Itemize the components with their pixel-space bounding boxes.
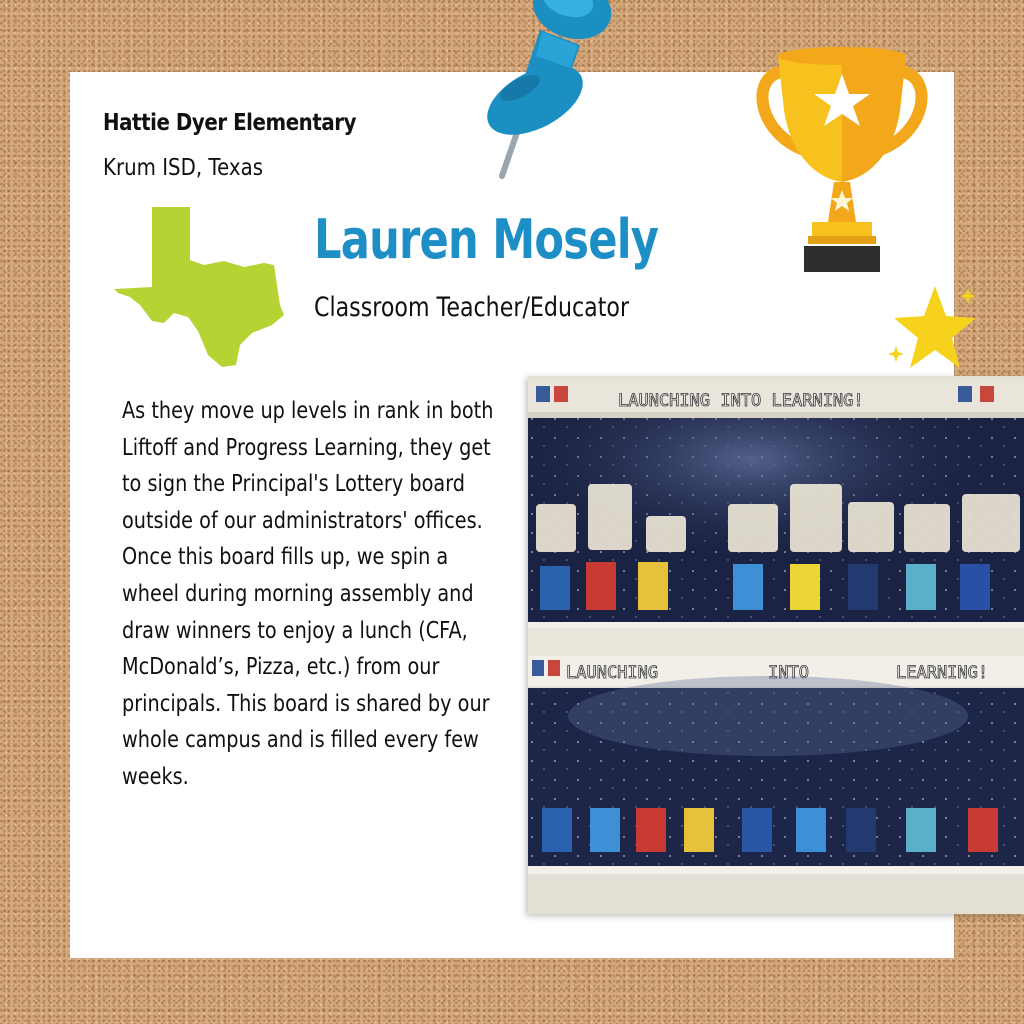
banner-bottom-left: LAUNCHING (566, 663, 659, 683)
star-icon (880, 282, 980, 377)
story-text: As they move up levels in rank in both Liftoff and Progress Learning, they get to sign the Principal's Lottery board outside of our administrators' offices. Once this board fills up, we spin a wheel during morning assembly and draw winners to enjoy a lunch (CFA, McDonald’s, Pizza, etc.) from our principals. This board is shared by our whole campus and is filled every few weeks. (122, 396, 494, 790)
teacher-name: Lauren Mosely (314, 208, 659, 271)
banner-bottom-right: LEARNING! (896, 663, 989, 683)
bulletin-board-illustration (528, 376, 1024, 914)
trophy-icon (752, 40, 932, 280)
push-pin-icon (460, 0, 620, 190)
school-district: Krum ISD, Texas (103, 155, 264, 181)
texas-map-icon (112, 205, 287, 370)
bulletin-board-photo (528, 376, 1024, 914)
teacher-role: Classroom Teacher/Educator (314, 292, 630, 323)
banner-bottom-middle: INTO (768, 663, 809, 683)
banner-top-text: LAUNCHING INTO LEARNING! (618, 391, 864, 411)
school-name: Hattie Dyer Elementary (103, 110, 357, 136)
